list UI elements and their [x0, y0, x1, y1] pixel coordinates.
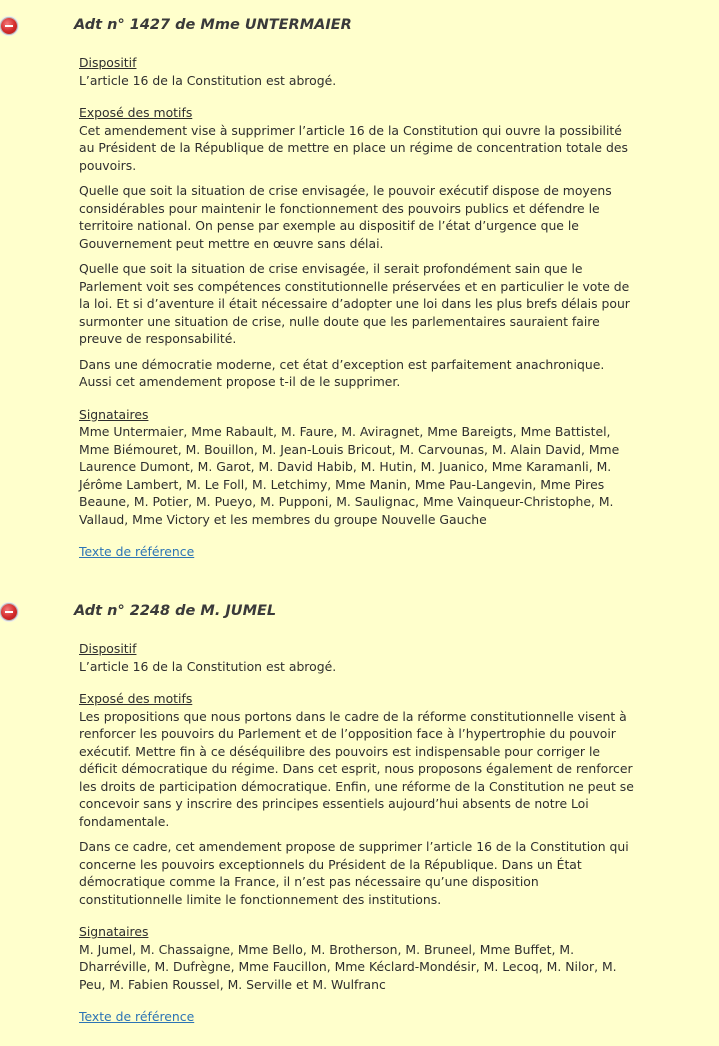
amendment-title: Adt n° 1427 de Mme UNTERMAIER [74, 17, 352, 33]
signataires-text: Mme Untermaier, Mme Rabault, M. Faure, M. Aviragnet, Mme Bareigts, Mme Battistel, Mme Biémouret, M. Bouillon, M. Jean-Louis Bricout, M. Carvounas, M. Alain David, Mme Laurence Dumont, M. Garot, M. David Habib, M. Hutin, M. Juanico, Mme Karamanli, M. Jérôme Lambert, M. Le Foll, M. Letchimy, Mme Manin, Mme Pau-Langevin, Mme Pires Beaune, M. Potier, M. Pueyo, M. Pupponi, M. Saulignac, Mme Vainqueur-Christophe, M. Vallaud, Mme Victory et les membres du groupe Nouvelle Gauche [79, 424, 620, 527]
expose-paragraph: Dans une démocratie moderne, cet état d’exception est parfaitement anachronique. Aussi cet amendement propose t-il de le supprimer. [79, 356, 605, 389]
minus-bar [5, 611, 13, 613]
minus-bar [5, 25, 13, 27]
collapse-icon[interactable] [1, 18, 17, 34]
amendment-title: Adt n° 2248 de M. JUMEL [74, 603, 277, 619]
reference-text-link[interactable]: Texte de référence [79, 1009, 195, 1024]
signataires-label: Signataires [79, 406, 149, 422]
dispositif-label: Dispositif [79, 641, 137, 656]
reference-text-link[interactable]: Texte de référence [79, 544, 195, 559]
dispositif-text: L’article 16 de la Constitution est abrogé. [79, 658, 337, 674]
collapse-icon[interactable] [1, 604, 17, 620]
expose-paragraph: Quelle que soit la situation de crise envisagée, il serait profondément sain que le Parlement voit ses compétences constitutionnelle préservées et en particulier le vote de la loi. Et si d’aventure il était nécessaire d’adopter une loi dans les plus brefs délais pour surmonter une situation de crise, nulle doute que les parlementaires sauraient faire preuve de responsabilité. [79, 261, 630, 346]
dispositif-label: Dispositif [79, 55, 137, 70]
expose-paragraph: Les propositions que nous portons dans le cadre de la réforme constitutionnelle visent à renforcer les pouvoirs du Parlement et de l’opposition face à l’hypertrophie du pouvoir exécutif. Mettre fin à ce déséquilibre des pouvoirs est indispensable pour corriger le déficit démocratique du régime. Dans cet esprit, nous proposons également de renforcer les droits de participation démocratique. Enfin, une réforme de la Constitution ne peut se concevoir sans y inscrire des principes essentiels aujourd’hui absents de notre Loi fondamentale. [79, 708, 634, 829]
amendment-body [79, 640, 639, 1026]
expose-paragraph: Cet amendement vise à supprimer l’article 16 de la Constitution qui ouvre la possibilité au Président de la République de mettre en place un régime de concentration totale des pouvoirs. [79, 122, 628, 173]
signataires-label: Signataires [79, 924, 149, 939]
amendment-body [79, 54, 639, 561]
expose-label: Exposé des motifs [79, 691, 193, 706]
dispositif-text: L’article 16 de la Constitution est abrogé. [79, 72, 337, 88]
expose-paragraph: Dans ce cadre, cet amendement propose de supprimer l’article 16 de la Constitution qui concerne les pouvoirs exceptionnels du Président de la République. Dans un État démocratique comme la France, il n’est pas nécessaire qu’une disposition constitutionnelle limite le fonctionnement des institutions. [79, 839, 629, 907]
signataires-text: M. Jumel, M. Chassaigne, Mme Bello, M. Brotherson, M. Bruneel, Mme Buffet, M. Dharréville, M. Dufrègne, Mme Faucillon, Mme Kéclard-Mondésir, M. Lecoq, M. Nilor, M. Peu, M. Fabien Roussel, M. Serville et M. Wulfranc [79, 941, 617, 992]
expose-label: Exposé des motifs [79, 105, 193, 120]
expose-paragraph: Quelle que soit la situation de crise envisagée, le pouvoir exécutif dispose de moyens considérables pour maintenir le fonctionnement des pouvoirs publics et défendre le territoire national. On pense par exemple au dispositif de l’état d’urgence que le Gouvernement peut mettre en œuvre sans délai. [79, 183, 612, 251]
